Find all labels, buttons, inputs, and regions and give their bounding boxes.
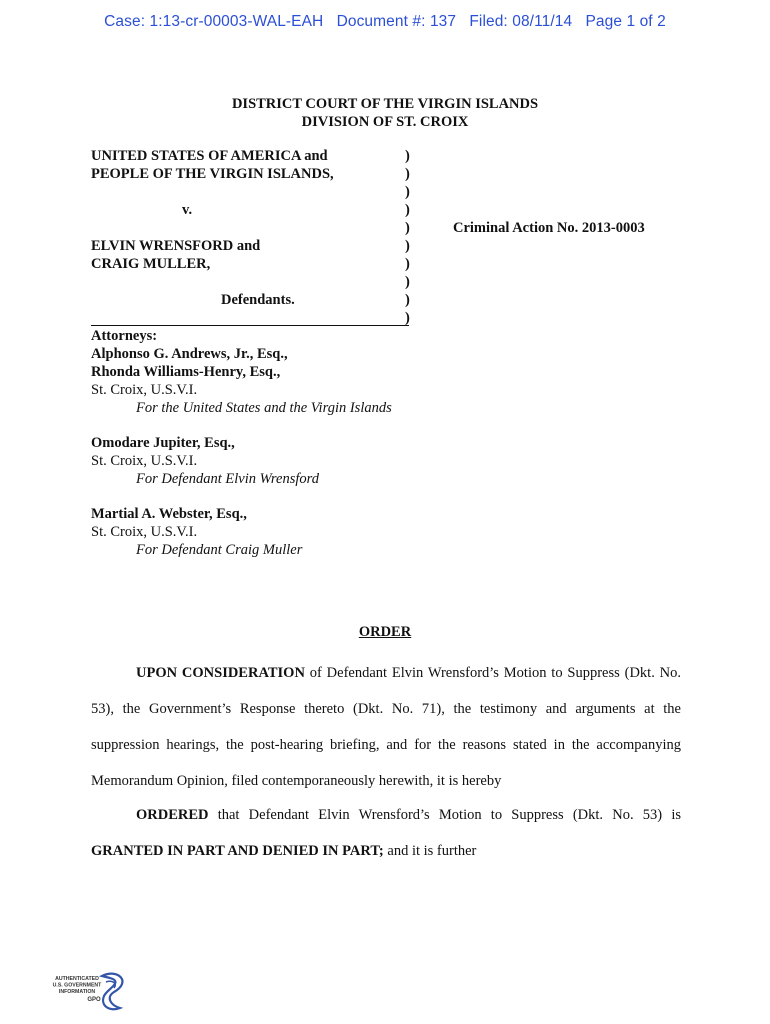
- court-division: DIVISION OF ST. CROIX: [301, 114, 469, 130]
- attorney-location: St. Croix, U.S.V.I.: [91, 524, 198, 540]
- paragraph-2-text: that Defendant Elvin Wrensford’s Motion to Suppress (Dkt. No. 53) is: [208, 807, 681, 823]
- plaintiff-line-2: PEOPLE OF THE VIRGIN ISLANDS,: [91, 166, 334, 182]
- upon-consideration-phrase: UPON CONSIDERATION: [136, 665, 305, 681]
- caption-divider: [91, 325, 409, 326]
- versus-label: v.: [182, 202, 193, 218]
- criminal-action-number: Criminal Action No. 2013-0003: [453, 220, 645, 236]
- gpo-authentication-seal: [40, 970, 130, 1016]
- court-heading: [0, 95, 770, 131]
- attorney-name: Martial A. Webster, Esq.,: [91, 506, 247, 522]
- gpo-seal-text: INFORMATION: [58, 989, 96, 995]
- court-name: DISTRICT COURT OF THE VIRGIN ISLANDS: [231, 96, 539, 112]
- attorney-location: St. Croix, U.S.V.I.: [91, 382, 198, 398]
- attorney-name: Omodare Jupiter, Esq.,: [91, 435, 235, 451]
- paragraph-2-ending: and it is further: [383, 843, 477, 859]
- attorney-location: St. Croix, U.S.V.I.: [91, 453, 198, 469]
- order-title: ORDER: [358, 624, 412, 640]
- granted-denied-phrase: GRANTED IN PART AND DENIED IN PART;: [91, 843, 384, 859]
- case-caption: [91, 147, 411, 309]
- attorney-role: For Defendant Elvin Wrensford: [136, 471, 319, 487]
- attorneys-heading: Attorneys:: [91, 328, 158, 344]
- gpo-seal-text: AUTHENTICATED: [55, 976, 99, 982]
- ordered-phrase: ORDERED: [136, 807, 209, 823]
- attorney-role: For Defendant Craig Muller: [136, 542, 303, 558]
- defendant-line-2: CRAIG MULLER,: [91, 256, 211, 272]
- gpo-seal-icon: [40, 970, 130, 1016]
- attorney-name: Rhonda Williams-Henry, Esq.,: [91, 364, 281, 380]
- attorney-role: For the United States and the Virgin Islands: [136, 400, 392, 416]
- plaintiff-line-1: UNITED STATES OF AMERICA and: [91, 148, 328, 164]
- defendants-label: Defendants.: [221, 292, 295, 308]
- ecf-header: Case: 1:13-cr-00003-WAL-EAH Document #: 137 Filed: 08/11/14 Page 1 of 2: [104, 13, 666, 30]
- caption-parentheses: ) ) ) ) ) ) ) ) ) ): [405, 148, 410, 326]
- order-paragraph-2: [91, 797, 681, 869]
- gpo-seal-text: GPO: [87, 997, 101, 1003]
- defendant-line-1: ELVIN WRENSFORD and: [91, 238, 261, 254]
- attorney-name: Alphonso G. Andrews, Jr., Esq.,: [91, 346, 288, 362]
- gpo-seal-text: U.S. GOVERNMENT: [52, 982, 102, 989]
- paragraph-1-text: of Defendant Elvin Wrensford’s Motion to Suppress (Dkt. No. 53), the Government’s Response thereto (Dkt. No. 71), the testimony and arguments at the suppression hearings, the post-hearing briefing, and for the reasons stated in the accompanying Memorandum Opinion, filed contemporaneously herewith, it is hereby: [91, 665, 681, 789]
- order-paragraph-1: [91, 655, 681, 799]
- attorneys-block: [91, 327, 511, 559]
